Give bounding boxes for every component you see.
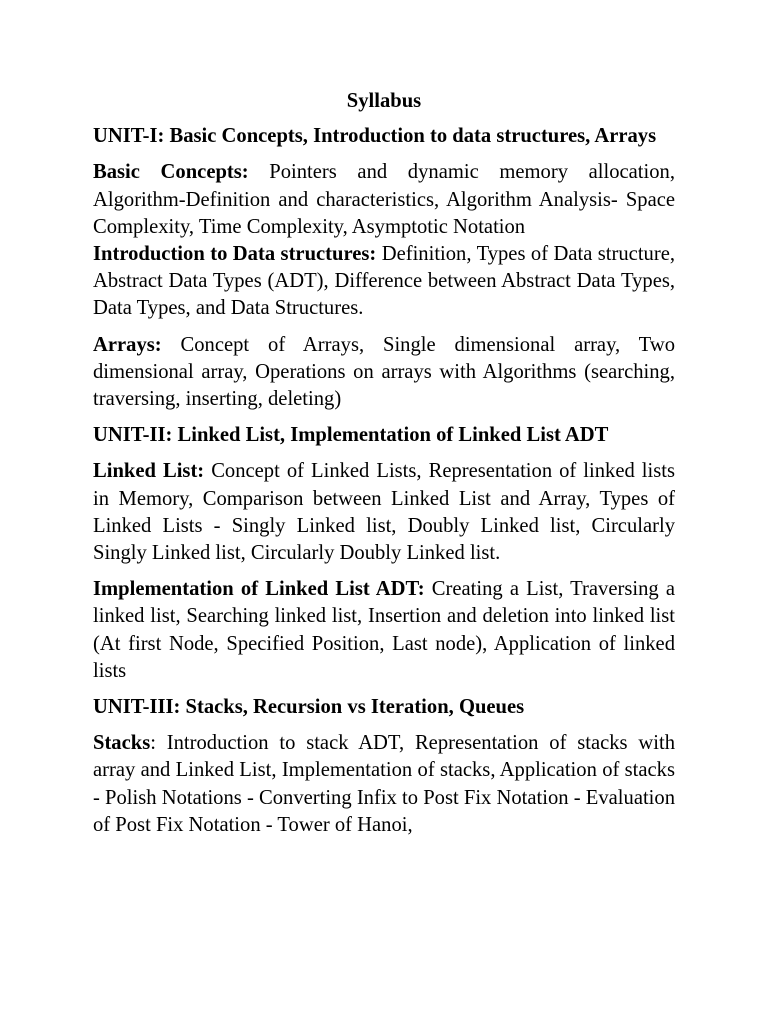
stacks-lead: Stacks <box>93 732 151 755</box>
intro-ds-paragraph <box>93 241 675 323</box>
syllabus-page <box>93 88 675 848</box>
stacks-text: : Introduction to stack ADT, Representation of stacks with array and Linked List, Implementation of stacks, Application of stacks - Polish Notations - Converting Infix to Post Fix Notation - Evaluation of Post Fix Notation - Tower of Hanoi, <box>93 732 675 836</box>
unit-3-heading: UNIT-III: Stacks, Recursion vs Iteration, Queues <box>93 696 525 719</box>
unit-2-heading: UNIT-II: Linked List, Implementation of Linked List ADT <box>93 424 609 447</box>
linked-list-text: Concept of Linked Lists, Representation of linked lists in Memory, Comparison between Linked List and Array, Types of Linked Lists - Singly Linked list, Doubly Linked list, Circularly Singly Linked list, Circularly Doubly Linked list. <box>93 460 675 565</box>
implementation-lead: Implementation of Linked List ADT: <box>93 578 425 601</box>
implementation-text: Creating a List, Traversing a linked list, Searching linked list, Insertion and deletion into linked list (At first Node, Specified Position, Last node), Application of linked lists <box>93 578 675 682</box>
basic-concepts-text: Pointers and dynamic memory allocation, Algorithm-Definition and characteristics, Algorithm Analysis- Space Complexity, Time Complexity, Asymptotic Notation <box>93 161 675 238</box>
unit-1-heading: UNIT-I: Basic Concepts, Introduction to data structures, Arrays <box>93 125 657 148</box>
arrays-paragraph <box>93 332 675 414</box>
basic-concepts-paragraph <box>93 159 675 241</box>
linked-list-paragraph <box>93 458 675 567</box>
page-title: Syllabus <box>346 90 422 112</box>
intro-ds-lead: Introduction to Data structures: <box>93 243 377 266</box>
implementation-paragraph <box>93 576 675 685</box>
arrays-text: Concept of Arrays, Single dimensional array, Two dimensional array, Operations on arrays with Algorithms (searching, traversing, inserting, deleting) <box>93 333 675 411</box>
basic-concepts-lead: Basic Concepts: <box>93 161 249 184</box>
intro-ds-text: Definition, Types of Data structure, Abstract Data Types (ADT), Difference between Abstract Data Types, Data Types, and Data Structures. <box>93 243 675 320</box>
arrays-lead: Arrays: <box>93 333 162 356</box>
linked-list-lead: Linked List: <box>93 460 205 483</box>
stacks-paragraph <box>93 730 675 839</box>
